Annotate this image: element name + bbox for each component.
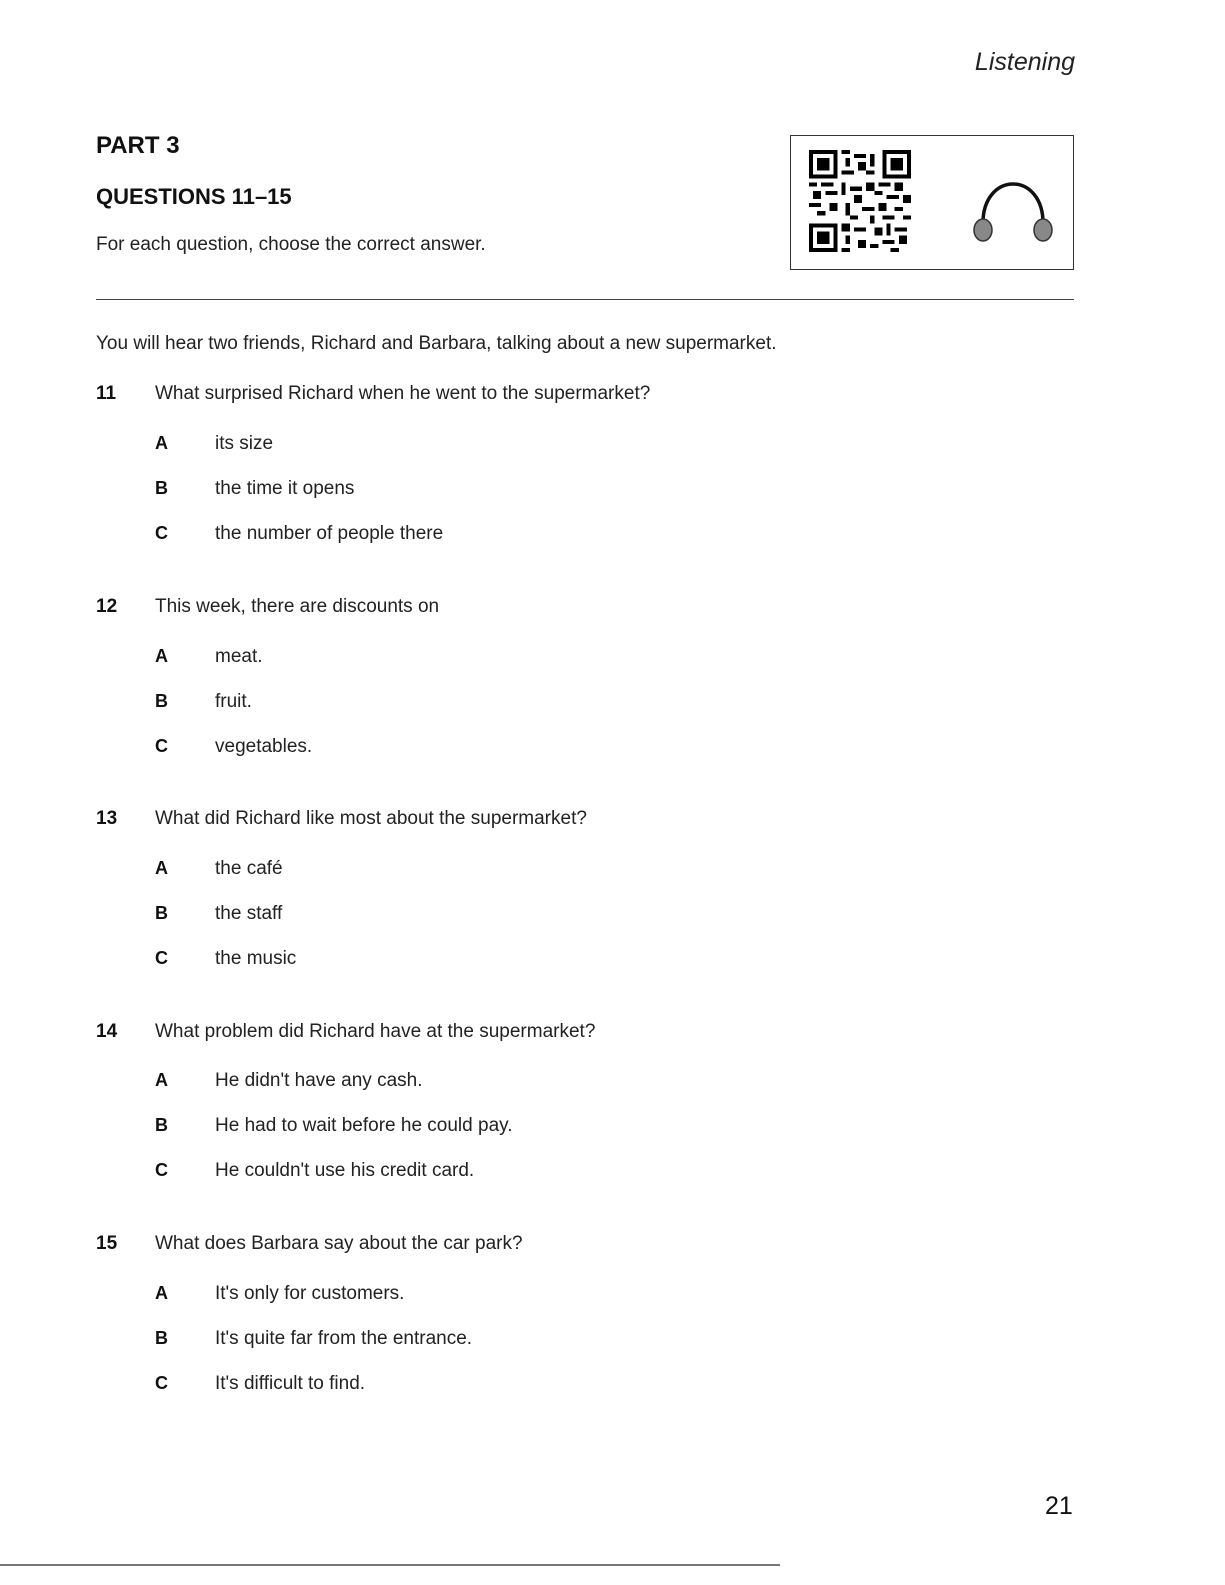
- option-letter[interactable]: A: [155, 1070, 168, 1090]
- option-text[interactable]: It's difficult to find.: [215, 1373, 366, 1394]
- page-edge-line: [0, 1564, 780, 1566]
- option-text[interactable]: the number of people there: [215, 523, 444, 544]
- question-text: This week, there are discounts on: [155, 596, 440, 617]
- question-number: 14: [96, 1021, 118, 1042]
- headphones-icon: [963, 158, 1063, 248]
- option-text[interactable]: It's only for customers.: [215, 1283, 405, 1304]
- page-number: 21: [1045, 1492, 1073, 1520]
- option-letter[interactable]: B: [155, 691, 168, 711]
- option-text[interactable]: the café: [215, 858, 283, 879]
- question-text: What did Richard like most about the supermarket?: [155, 808, 587, 829]
- divider: [96, 299, 1074, 300]
- option-letter[interactable]: A: [155, 433, 168, 453]
- option-letter[interactable]: A: [155, 858, 168, 878]
- option-letter[interactable]: C: [155, 1160, 168, 1180]
- question-number: 12: [96, 596, 118, 617]
- section-label: Listening: [974, 48, 1075, 76]
- option-text[interactable]: the music: [215, 948, 297, 969]
- question-text: What problem did Richard have at the supermarket?: [155, 1021, 596, 1042]
- question-number: 15: [96, 1233, 118, 1254]
- question-number: 13: [96, 808, 118, 829]
- instruction-text: For each question, choose the correct answer.: [96, 234, 486, 255]
- option-text[interactable]: It's quite far from the entrance.: [215, 1328, 473, 1349]
- qr-code-icon[interactable]: [809, 150, 911, 252]
- option-letter[interactable]: C: [155, 523, 168, 543]
- question-number: 11: [96, 383, 117, 404]
- option-letter[interactable]: C: [155, 736, 168, 756]
- option-text[interactable]: He couldn't use his credit card.: [215, 1160, 475, 1181]
- option-text[interactable]: the time it opens: [215, 478, 355, 499]
- intro-text: You will hear two friends, Richard and Barbara, talking about a new supermarket.: [96, 333, 777, 354]
- question-text: What does Barbara say about the car park?: [155, 1233, 523, 1254]
- option-text[interactable]: He had to wait before he could pay.: [215, 1115, 513, 1136]
- option-text[interactable]: the staff: [215, 903, 283, 924]
- part-title: PART 3: [96, 132, 180, 159]
- option-letter[interactable]: A: [155, 1283, 168, 1303]
- option-text[interactable]: its size: [215, 433, 274, 454]
- option-text[interactable]: fruit.: [215, 691, 252, 712]
- option-letter[interactable]: C: [155, 1373, 168, 1393]
- option-text[interactable]: vegetables.: [215, 736, 313, 757]
- option-letter[interactable]: B: [155, 1328, 168, 1348]
- option-letter[interactable]: B: [155, 1115, 168, 1135]
- option-letter[interactable]: B: [155, 478, 168, 498]
- question-text: What surprised Richard when he went to the supermarket?: [155, 383, 651, 404]
- questions-range: QUESTIONS 11–15: [96, 184, 292, 209]
- option-letter[interactable]: B: [155, 903, 168, 923]
- option-text[interactable]: meat.: [215, 646, 263, 667]
- audio-box: [790, 135, 1074, 270]
- option-text[interactable]: He didn't have any cash.: [215, 1070, 423, 1091]
- option-letter[interactable]: C: [155, 948, 168, 968]
- option-letter[interactable]: A: [155, 646, 168, 666]
